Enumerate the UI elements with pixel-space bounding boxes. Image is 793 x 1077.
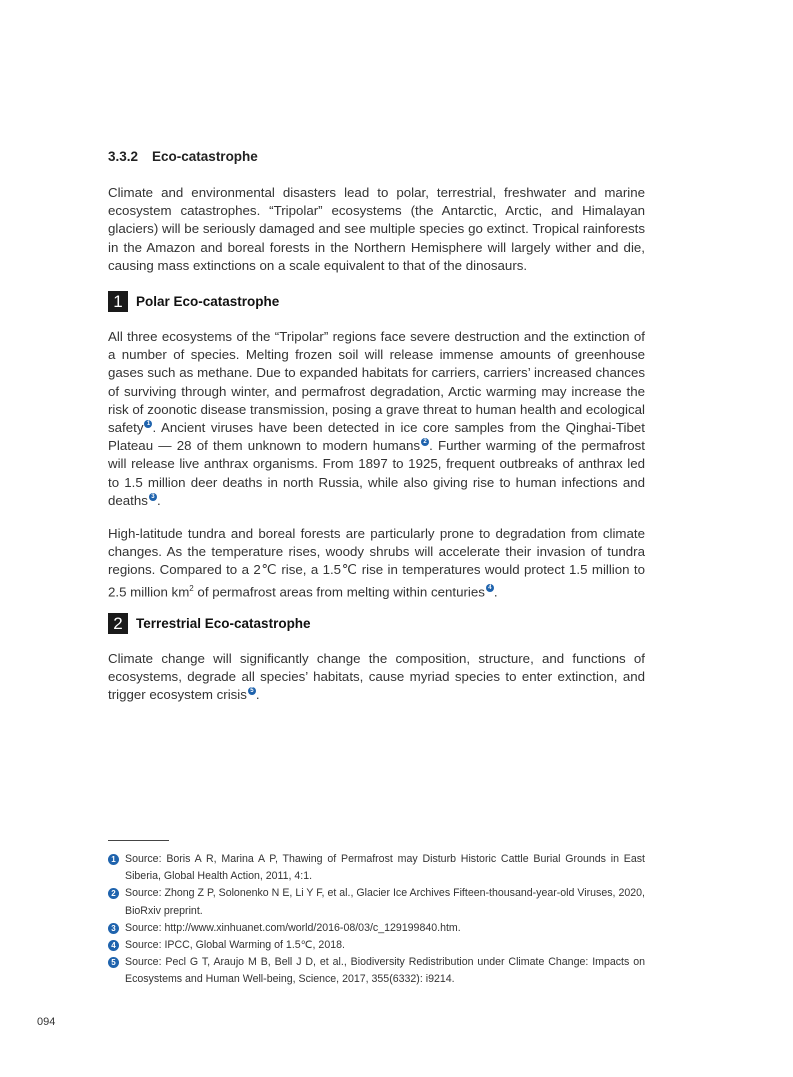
text: . (156, 492, 161, 508)
text: . Further warming of the permafrost will release live anthrax organisms. From 1897 to 1925, frequent outbreaks of anthrax led to 1.5 million deer deaths in north Russia, while also giving rise to human infections and deaths (108, 438, 645, 508)
polar-paragraph-1 (108, 328, 645, 510)
subheading-polar (108, 291, 645, 312)
page-number: 094 (37, 1016, 56, 1028)
footnote-1 (108, 851, 645, 885)
intro-paragraph: Climate and environmental disasters lead to polar, terrestrial, freshwater and marine ecosystem catastrophes. “Tripolar” ecosystems (the Antarctic, Arctic, and Himalayan glaciers) will be seriously damaged and see multiple species go extinct. Tropical rainforests in the Amazon and boreal forests in the Northern Hemisphere will largely wither and die, causing mass extinctions on a scale equivalent to that of the dinosaurs. (108, 185, 645, 273)
footnote-number-icon: 2 (108, 888, 119, 899)
footnote-3 (108, 920, 645, 937)
footnote-marker-4[interactable]: 4 (486, 584, 494, 592)
subheading-number-box: 1 (108, 291, 128, 312)
footnote-4 (108, 937, 645, 954)
footnote-text: Source: Boris A R, Marina A P, Thawing of Permafrost may Disturb Historic Cattle Burial Grounds in East Siberia, Global Health Action, 2011, 4:1. (125, 853, 645, 883)
section-title: Eco-catastrophe (152, 149, 258, 164)
footnote-text: Source: Pecl G T, Araujo M B, Bell J D, et al., Biodiversity Redistribution under Climate Change: Impacts on Ecosystems and Human Well-being, Science, 2017, 355(6332): i9214. (125, 956, 645, 986)
footnote-5 (108, 954, 645, 988)
footnote-text: Source: Zhong Z P, Solonenko N E, Li Y F, et al., Glacier Ice Archives Fifteen-thousand-year-old Viruses, 2020, BioRxiv preprint. (125, 887, 645, 917)
footnote-2 (108, 885, 645, 919)
footnote-link[interactable]: Source: http://www.xinhuanet.com/world/2016-08/03/c_129199840.htm. (125, 921, 461, 934)
text: . Ancient viruses have been detected in ice core samples from the Qinghai-Tibet Plateau — 28 of them unknown to modern humans (108, 420, 645, 454)
terrestrial-paragraph (108, 650, 645, 705)
section-heading (108, 149, 645, 164)
superscript-2: 2 (189, 583, 194, 593)
text: . (255, 687, 260, 703)
section-number: 3.3.2 (108, 149, 139, 164)
polar-paragraph-2 (108, 525, 645, 601)
footnote-marker-5[interactable]: 5 (248, 687, 256, 695)
footnote-divider (108, 840, 169, 841)
footnote-number-icon: 1 (108, 854, 119, 865)
subheading-terrestrial (108, 613, 645, 634)
footnote-number-icon: 4 (108, 940, 119, 951)
subheading-number-box: 2 (108, 613, 128, 634)
footnote-marker-1[interactable]: 1 (144, 420, 152, 428)
footnote-number-icon: 3 (108, 923, 119, 934)
text: All three ecosystems of the “Tripolar” regions face severe destruction and the extinction of a number of species. Melting frozen soil will release immense amounts of greenhouse gases such as methane. Due to expanded habitats for carriers, carriers’ increased chances of surviving through winter, and permafrost degradation, Arctic warming may increase the risk of zoonotic disease transmission, posing a grave threat to human health and ecological safety (108, 329, 645, 436)
subheading-title: Polar Eco-catastrophe (136, 294, 280, 309)
text: of permafrost areas from melting within centuries (193, 584, 485, 600)
footnote-marker-3[interactable]: 3 (149, 493, 157, 501)
text: Climate change will significantly change the composition, structure, and functions of ecosystems, degrade all species’ habitats, cause myriad species to enter extinction, and trigger ecosystem crisis (108, 651, 645, 703)
footnote-marker-2[interactable]: 2 (421, 438, 429, 446)
footnotes (108, 851, 645, 989)
text: High-latitude tundra and boreal forests are particularly prone to degradation from climate changes. As the temperature rises, woody shrubs will accelerate their invasion of tundra regions. Compared to a 2℃ rise, a 1.5℃ rise in temperatures would protect 1.5 million to 2.5 million km (108, 526, 645, 600)
subheading-title: Terrestrial Eco-catastrophe (136, 616, 311, 631)
footnote-text: Source: IPCC, Global Warming of 1.5℃, 2018. (125, 939, 345, 952)
footnote-number-icon: 5 (108, 957, 119, 968)
text: . (493, 584, 498, 600)
